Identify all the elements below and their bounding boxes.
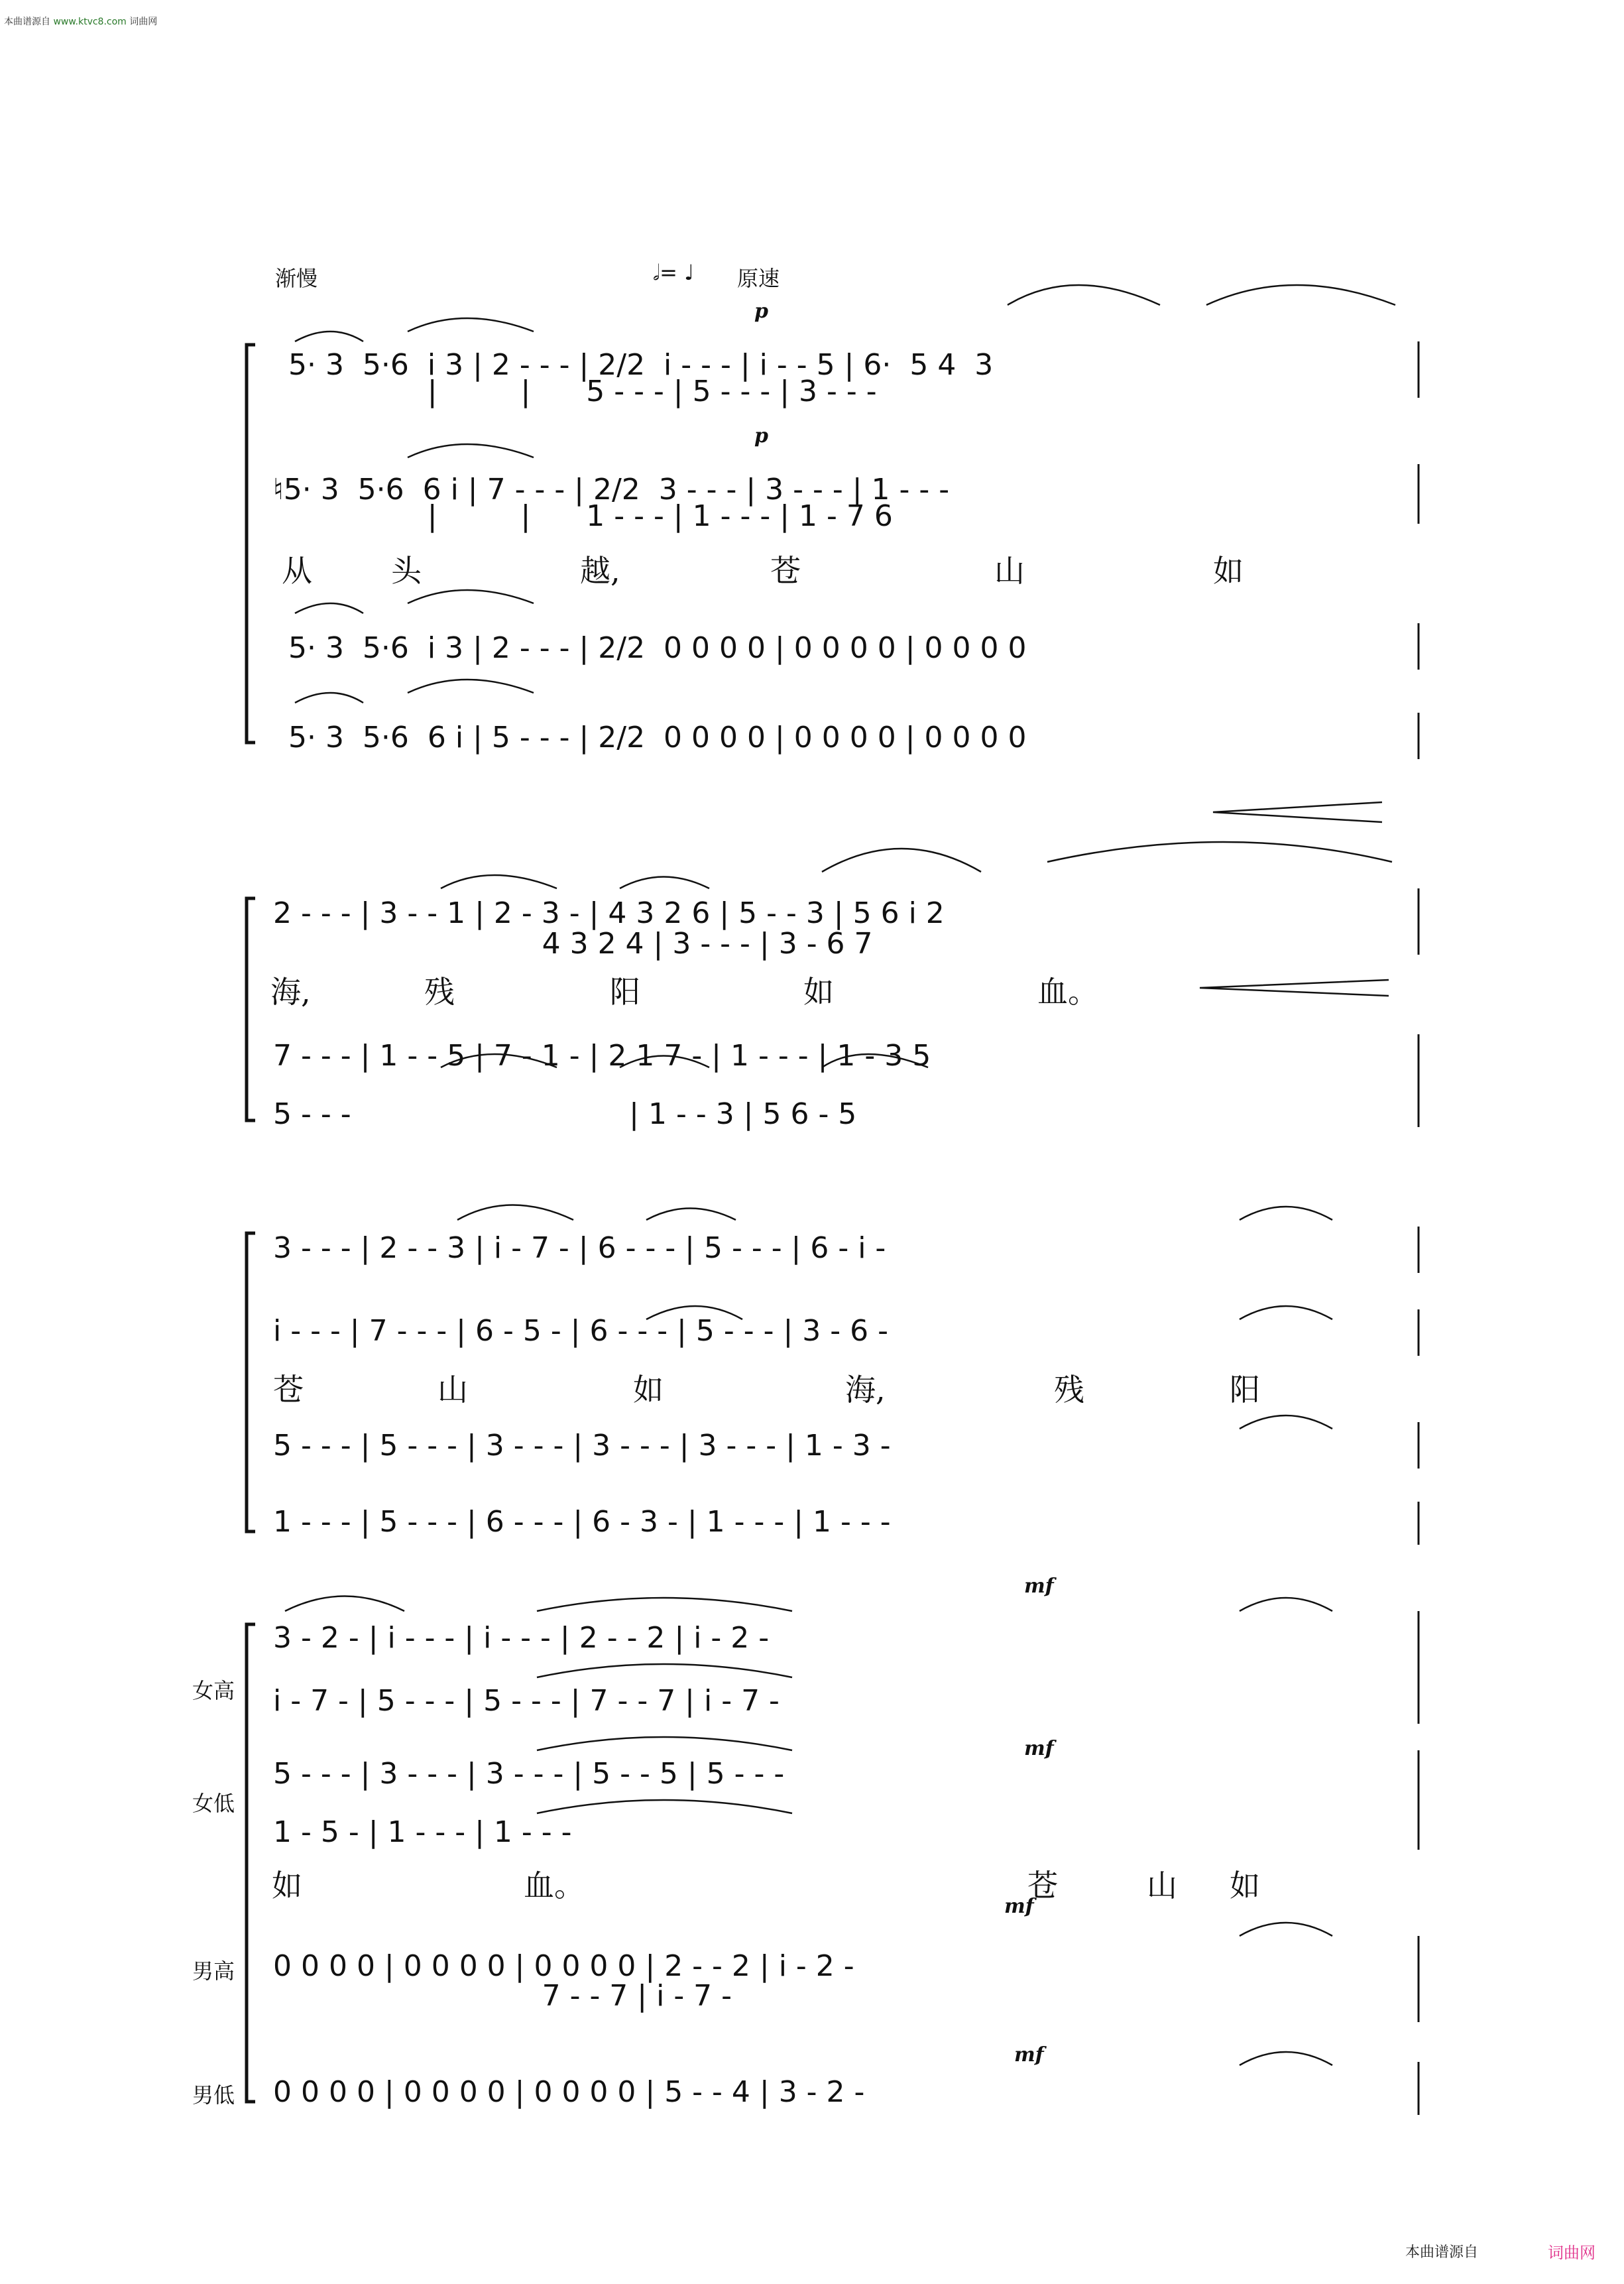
s4-lyric-1: 如 [272, 1868, 302, 1903]
s2-lyric-2: 残 [424, 974, 455, 1010]
part-label-bass: 男低 [192, 2082, 235, 2108]
s1-row-2: | | 5 - - - | 5 - - - | 3 - - - [288, 375, 877, 408]
s2-row-2: 4 3 2 4 | 3 - - - | 3 - 6 7 [273, 927, 873, 961]
s2-lyric-1: 海, [270, 974, 311, 1010]
tempo-equivalence: 𝅗𝅥= ♩ [653, 260, 695, 285]
s1-lyric-1: 从 [282, 553, 312, 589]
s4-row-3: 5 - - - | 3 - - - | 3 - - - | 5 - - 5 | 5 - - - [273, 1757, 785, 1791]
s4-lyric-2: 血。 [524, 1868, 585, 1903]
s3-lyric-4: 海, [845, 1372, 886, 1408]
s4-row-6: 7 - - 7 | i - 7 - [273, 1979, 732, 2013]
s3-row-2: i - - - | 7 - - - | 6 - 5 - | 6 - - - | 5 - - - | 3 - 6 - [273, 1314, 888, 1348]
part-label-alto: 女低 [192, 1791, 235, 1816]
s3-row-1: 3 - - - | 2 - - 3 | i - 7 - | 6 - - - | 5 - - - | 6 - i - [273, 1231, 886, 1265]
s2-row-4: 5 - - - | 1 - - 3 | 5 6 - 5 [273, 1097, 857, 1131]
s1-row-6: 5· 3 5·6 6 i | 5 - - - | 2/2 0 0 0 0 | 0 0 0 0 | 0 0 0 0 [288, 721, 1027, 754]
s3-lyric-3: 如 [633, 1372, 664, 1408]
s4-dynamic-mf-4: mf [1014, 2043, 1044, 2067]
s3-bracket [247, 1233, 255, 1532]
s1-bracket [247, 345, 255, 743]
s4-row-4: 1 - 5 - | 1 - - - | 1 - - - [273, 1815, 572, 1849]
s4-lyric-5: 如 [1230, 1868, 1260, 1903]
s4-dynamic-mf-1: mf [1024, 1575, 1054, 1598]
s4-row-1: 3 - 2 - | i - - - | i - - - | 2 - - 2 | i - 2 - [273, 1621, 770, 1655]
header-source-text: 本曲谱源自 [4, 17, 50, 27]
s1-row-4: | | 1 - - - | 1 - - - | 1 - 7 6 [288, 499, 893, 533]
s1-lyric-4: 苍 [770, 553, 801, 589]
part-label-tenor: 男高 [192, 1958, 235, 1984]
s2-row-3: 7 - - - | 1 - - 5 | 7 - 1 - | 2 1 7 - | 1 - - - | 1 - 3 5 [273, 1039, 931, 1073]
s4-dynamic-mf-3: mf [1004, 1895, 1034, 1918]
s4-bracket [247, 1624, 255, 2102]
s1-dynamic-p-lower: p [754, 424, 768, 448]
s3-lyric-1: 苍 [273, 1372, 304, 1408]
s1-row-3: ♮5· 3 5·6 6 i | 7 - - - | 2/2 3 - - - | 3 - - - | 1 - - - [273, 473, 950, 507]
s1-lyric-2: 头 [391, 553, 422, 589]
s1-dynamic-p-upper: p [754, 300, 768, 323]
tempo-ritardando: 渐慢 [275, 266, 318, 291]
s4-row-2: i - 7 - | 5 - - - | 5 - - - | 7 - - 7 | i - 7 - [273, 1684, 780, 1718]
header-url[interactable]: www.ktvc8.com [53, 17, 127, 27]
s1-lyric-3: 越, [580, 553, 620, 589]
s4-dynamic-mf-2: mf [1024, 1737, 1054, 1760]
s4-row-5: 0 0 0 0 | 0 0 0 0 | 0 0 0 0 | 2 - - 2 | i - 2 - [273, 1949, 854, 1983]
s2-lyric-5: 血。 [1037, 974, 1098, 1010]
s3-lyric-5: 残 [1054, 1372, 1084, 1408]
s1-row-1: 5· 3 5·6 i 3 | 2 - - - | 2/2 i - - - | i - - 5 | 6· 5 4 3 [288, 348, 994, 382]
s2-bracket [247, 898, 255, 1120]
s2-row-1: 2 - - - | 3 - - 1 | 2 - 3 - | 4 3 2 6 | 5 - - 3 | 5 6 i 2 [273, 896, 945, 930]
s3-lyric-6: 阳 [1230, 1372, 1260, 1408]
footer-site-link[interactable]: 词曲网 [1548, 2244, 1595, 2262]
s2-lyric-3: 阳 [610, 974, 640, 1010]
s3-row-3: 5 - - - | 5 - - - | 3 - - - | 3 - - - | 3 - - - | 1 - 3 - [273, 1429, 891, 1463]
s3-row-4: 1 - - - | 5 - - - | 6 - - - | 6 - 3 - | 1 - - - | 1 - - - [273, 1505, 891, 1539]
s4-row-7: 0 0 0 0 | 0 0 0 0 | 0 0 0 0 | 5 - - 4 | 3 - 2 - [273, 2075, 865, 2109]
s2-lyric-4: 如 [803, 974, 834, 1010]
footer-source: 本曲谱源自 [1405, 2244, 1479, 2261]
header-site-name: 词曲网 [129, 17, 158, 27]
s1-lyric-6: 如 [1213, 553, 1244, 589]
s1-row-5: 5· 3 5·6 i 3 | 2 - - - | 2/2 0 0 0 0 | 0 0 0 0 | 0 0 0 0 [288, 631, 1027, 665]
s4-lyric-4: 山 [1147, 1868, 1177, 1903]
s1-lyric-5: 山 [994, 553, 1025, 589]
tempo-a-tempo: 原速 [737, 266, 780, 291]
s3-lyric-2: 山 [437, 1372, 468, 1408]
s4-lyric-3: 苍 [1027, 1868, 1058, 1903]
part-label-soprano: 女高 [192, 1678, 235, 1703]
